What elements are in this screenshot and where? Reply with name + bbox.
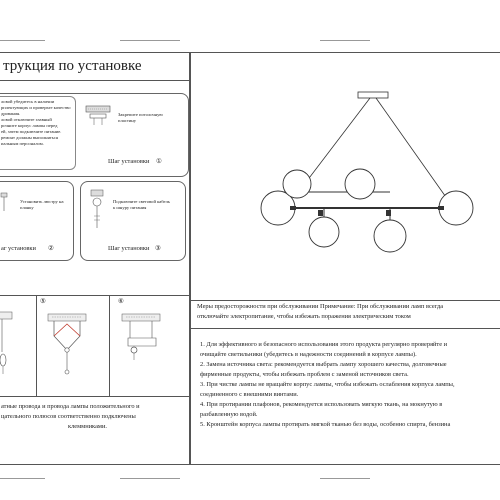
bottom-rule-left xyxy=(0,478,45,479)
step1-right-text-0: Закрепите потолочную xyxy=(118,112,163,117)
precautions-header-0: Меры предосторожности при обслуживании Примечание: При обслуживании ламп всегда xyxy=(197,303,444,310)
precautions-header-1: отключайте электропитание, чтобы избежать поражения электрическим током xyxy=(197,313,411,320)
top-rule-right xyxy=(320,40,370,41)
step2-text-1: планку xyxy=(20,205,34,210)
diagram2-number: ⑤ xyxy=(40,298,46,305)
step1-right-text-1: пластину xyxy=(118,118,137,123)
step2-label: аг установки xyxy=(1,245,36,252)
diagram-sep-2 xyxy=(109,295,110,396)
precaution-line-3: фирменные продукты, чтобы избежать проблем с заменой источников света. xyxy=(200,371,409,378)
step1-text-1: рплектующих и проверьте качество xyxy=(1,105,71,110)
step3-text-1: к шнуру питания xyxy=(113,205,147,210)
step1-text-6: ремонт должны выполняться xyxy=(1,135,58,140)
step1-text-5: ей, затем подключите питание. xyxy=(1,129,62,134)
precaution-line-2: 2. Замена источника света: рекомендуется выбрать лампу хорошего качества, долговечные xyxy=(200,361,447,368)
wiring-diagram-3 xyxy=(120,310,170,372)
wiring-note-2: клеммниками. xyxy=(68,423,107,430)
precaution-line-6: 4. При протирании плафонов, рекомендуется использовать мягкую ткань, на мокнутую в xyxy=(200,401,443,408)
right-divider xyxy=(190,300,500,301)
step1-number: ① xyxy=(156,158,162,165)
step1-text-7: иальным персоналом. xyxy=(1,141,44,146)
diagram-sep-1 xyxy=(36,295,37,396)
step1-text-3: ловой отключите главный xyxy=(1,117,52,122)
title-divider xyxy=(0,80,189,81)
precaution-line-4: 3. При чистке лампы не вращайте корпус лампы, чтобы избежать ослабления корпуса лампы, xyxy=(200,381,455,388)
step3-number: ③ xyxy=(155,245,161,252)
diagram3-number: ⑥ xyxy=(118,298,124,305)
top-rule-mid xyxy=(120,40,180,41)
step2-number: ② xyxy=(48,245,54,252)
chandelier-illustration xyxy=(250,80,480,280)
precaution-line-1: очищайте светильники (убедитесь в надежности соединений в корпусе лампы). xyxy=(200,351,417,358)
bottom-rule-mid xyxy=(120,478,180,479)
precaution-line-7: разбавленную водой. xyxy=(200,411,258,418)
step3-text-0: Подключите световой кабель xyxy=(113,199,170,204)
wiring-note-0: атные провода и провода лампы положительного и xyxy=(1,403,140,410)
diagram-row-top-rule xyxy=(0,295,189,296)
wiring-diagram-1 xyxy=(0,312,30,382)
step2-text-0: Установить люстру на xyxy=(20,199,64,204)
precaution-line-5: соединенного с внешними винтами. xyxy=(200,391,299,398)
right-divider-2 xyxy=(190,328,500,329)
mounting-bracket-illustration xyxy=(1,193,9,213)
step1-label: Шаг установки xyxy=(108,158,150,165)
wiring-diagram-2 xyxy=(48,310,92,378)
step1-text-0: ловой убедитесь в наличии xyxy=(1,99,55,104)
step1-text-4: рочните корпус лампы перед xyxy=(1,123,58,128)
top-rule-left xyxy=(0,40,45,41)
step1-text-2: дрования. xyxy=(1,111,21,116)
wiring-note-1: цательного полюсов соответственно подключены xyxy=(1,413,136,420)
precaution-line-0: 1. Для эффективного и безопасного использования этого продукта регулярно проверяйте и xyxy=(200,341,448,348)
diagram-row-bottom-rule xyxy=(0,396,189,397)
precaution-line-8: 5. Кронштейн корпуса лампы протирать мягкой тканью без воды, особенно спирта, бензина xyxy=(200,421,451,428)
bottom-rule-right xyxy=(320,478,370,479)
cable-connect-illustration xyxy=(88,190,108,232)
page-title: трукция по установке xyxy=(3,58,142,74)
ceiling-plate-illustration xyxy=(86,101,114,131)
step3-label: Шаг установки xyxy=(108,245,150,252)
